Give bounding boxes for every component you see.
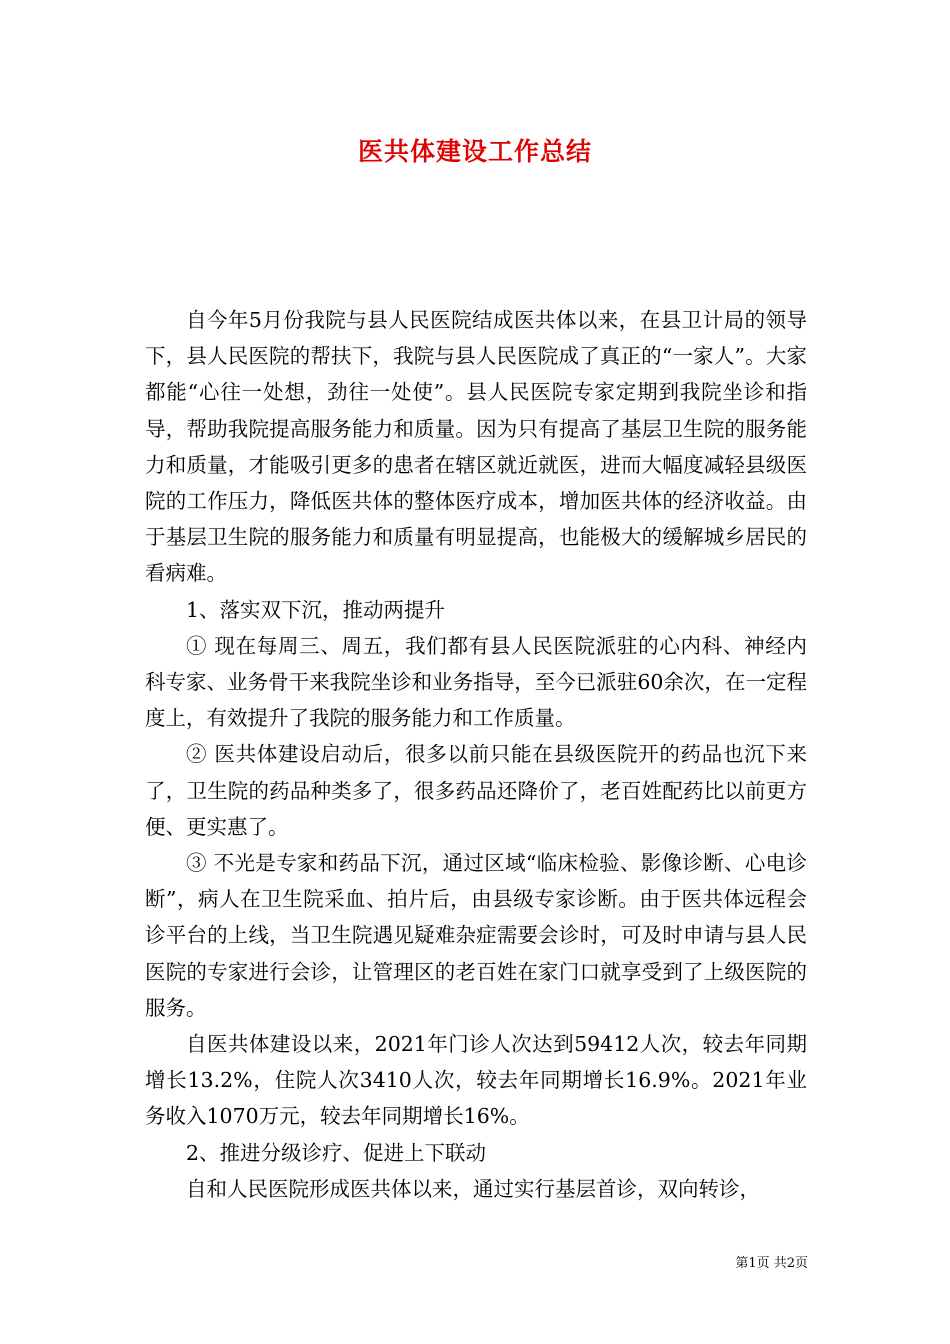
page-title: 医共体建设工作总结 (357, 137, 592, 166)
document-body (145, 302, 807, 1207)
paragraph-intro: 自今年5月份我院与县人民医院结成医共体以来，在县卫计局的领导下，县人民医院的帮扶下，我院与县人民医院成了真正的“一家人”。大家都能“心往一处想，劲往一处使”。县人民医院专家定期到我院坐诊和指导，帮助我院提高服务能力和质量。因为只有提高了基层卫生院的服务能力和质量，才能吸引更多的患者在辖区就近就医，进而大幅度减轻县级医院的工作压力，降低医共体的整体医疗成本，增加医共体的经济收益。由于基层卫生院的服务能力和质量有明显提高，也能极大的缓解城乡居民的看病难。 (145, 308, 807, 586)
paragraph-section-2: 自和人民医院形成医共体以来，通过实行基层首诊，双向转诊， (186, 1176, 760, 1201)
paragraph-item-3: ③ 不光是专家和药品下沉，通过区域“临床检验、影像诊断、心电诊断”，病人在卫生院采血、拍片后，由县级专家诊断。由于医共体远程会诊平台的上线，当卫生院遇见疑难杂症需要会诊时，可及时申请与县人民医院的专家进行会诊，让管理区的老百姓在家门口就享受到了上级医院的服务。 (145, 851, 807, 1020)
paragraph-item-1: ① 现在每周三、周五，我们都有县人民医院派驻的心内科、神经内科专家、业务骨干来我院坐诊和业务指导，至今已派驻60余次，在一定程度上，有效提升了我院的服务能力和工作质量。 (145, 633, 807, 731)
paragraph-statistics: 自医共体建设以来，2021年门诊人次达到59412人次，较去年同期增长13.2%，住院人次3410人次，较去年同期增长16.9%。2021年业务收入1070万元，较去年同期增长16%。 (145, 1032, 807, 1129)
page-number: 第1页 共2页 (735, 1256, 808, 1271)
paragraph-item-2: ② 医共体建设启动后，很多以前只能在县级医院开的药品也沉下来了，卫生院的药品种类多了，很多药品还降价了，老百姓配药比以前更方便、更实惠了。 (145, 742, 807, 839)
section-heading-2: 2、推进分级诊疗、促进上下联动 (186, 1140, 487, 1165)
section-heading-1: 1、落实双下沉，推动两提升 (186, 597, 446, 622)
